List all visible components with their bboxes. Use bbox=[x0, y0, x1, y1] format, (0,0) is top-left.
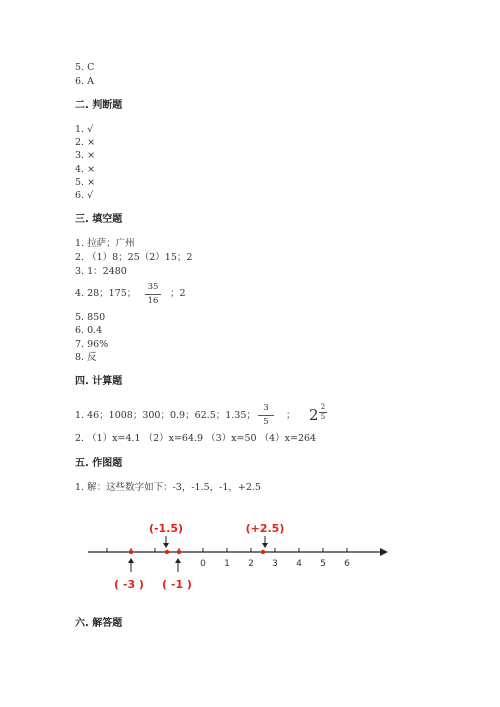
calc-item-2: 2. （1）x=4.1 （2）x=64.9 （3）x=50 （4）x=264 bbox=[75, 433, 317, 444]
tick-label: 0 bbox=[200, 559, 206, 569]
answer-line-6: 6. A bbox=[75, 76, 94, 87]
marked-point bbox=[177, 550, 181, 554]
section-title-answer: 六. 解答题 bbox=[75, 618, 123, 629]
annotation-group bbox=[114, 522, 284, 591]
section-title-calc: 四. 计算题 bbox=[75, 376, 123, 387]
fraction-numerator: 3 bbox=[263, 403, 269, 413]
down-arrow-icon bbox=[163, 543, 169, 548]
calc-item-1-separator: ； bbox=[286, 410, 296, 421]
calc-item-1-prefix: 1. 46；1008；300；0.9；62.5；1.35； bbox=[75, 410, 256, 421]
tick-label: 3 bbox=[272, 559, 278, 569]
fraction bbox=[257, 403, 275, 428]
draw-item-1: 1. 解：这些数字如下：-3，-1.5，-1，+2.5 bbox=[75, 482, 261, 493]
fill-item: 2. （1）8；25（2）15；2 bbox=[75, 252, 193, 263]
fill-item: 7. 96% bbox=[75, 339, 109, 350]
judge-item: 1. √ bbox=[75, 124, 94, 135]
judge-item: 6. √ bbox=[75, 190, 94, 201]
marked-point bbox=[129, 550, 133, 554]
mixed-number-whole: 2 bbox=[309, 406, 319, 424]
fraction bbox=[144, 282, 162, 307]
tick-label: 2 bbox=[248, 559, 254, 569]
fraction-denominator: 5 bbox=[263, 417, 269, 427]
judge-item: 4. × bbox=[75, 164, 96, 175]
marked-point bbox=[165, 550, 169, 554]
label-minus-1: ( -1 ) bbox=[162, 578, 192, 591]
judge-item: 5. × bbox=[75, 177, 96, 188]
fraction-denominator: 16 bbox=[147, 296, 159, 306]
judge-item: 2. × bbox=[75, 137, 96, 148]
label-minus-1-5: (-1.5) bbox=[148, 522, 184, 535]
arrow-head-icon bbox=[380, 548, 388, 556]
fill-item-4-prefix: 4. 28；175； bbox=[75, 288, 137, 299]
judge-item: 3. × bbox=[75, 150, 96, 161]
section-title-fill: 三. 填空题 bbox=[75, 214, 123, 225]
fraction-bar bbox=[145, 294, 161, 295]
marked-point bbox=[261, 550, 265, 554]
label-minus-3: ( -3 ) bbox=[114, 578, 144, 591]
fraction-numerator: 2 bbox=[320, 403, 326, 411]
tick-label: 4 bbox=[296, 559, 302, 569]
fill-item: 3. 1：2480 bbox=[75, 266, 127, 277]
section-title-draw: 五. 作图题 bbox=[75, 458, 123, 469]
tick-label: 1 bbox=[224, 559, 230, 569]
section-title-judge: 二. 判断题 bbox=[75, 100, 123, 111]
up-arrow-icon bbox=[128, 558, 134, 563]
number-line-figure bbox=[0, 510, 500, 620]
tick-group bbox=[107, 548, 350, 569]
label-plus-2-5: (+2.5) bbox=[245, 522, 285, 535]
fraction-denominator: 5 bbox=[320, 413, 326, 421]
fraction-numerator: 35 bbox=[147, 282, 159, 292]
mixed-number-fraction bbox=[319, 403, 327, 421]
up-arrow-icon bbox=[175, 558, 181, 563]
fill-item-4-suffix: ；2 bbox=[170, 288, 186, 299]
tick-label: 6 bbox=[344, 559, 350, 569]
fill-item: 1. 拉萨；广州 bbox=[75, 238, 135, 249]
fill-item: 5. 850 bbox=[75, 312, 106, 323]
fraction-bar bbox=[258, 415, 274, 416]
fill-item: 6. 0.4 bbox=[75, 325, 103, 336]
answer-line-5: 5. C bbox=[75, 62, 95, 73]
down-arrow-icon bbox=[262, 543, 268, 548]
tick-label: 5 bbox=[320, 559, 326, 569]
fill-item: 8. 反 bbox=[75, 352, 97, 363]
